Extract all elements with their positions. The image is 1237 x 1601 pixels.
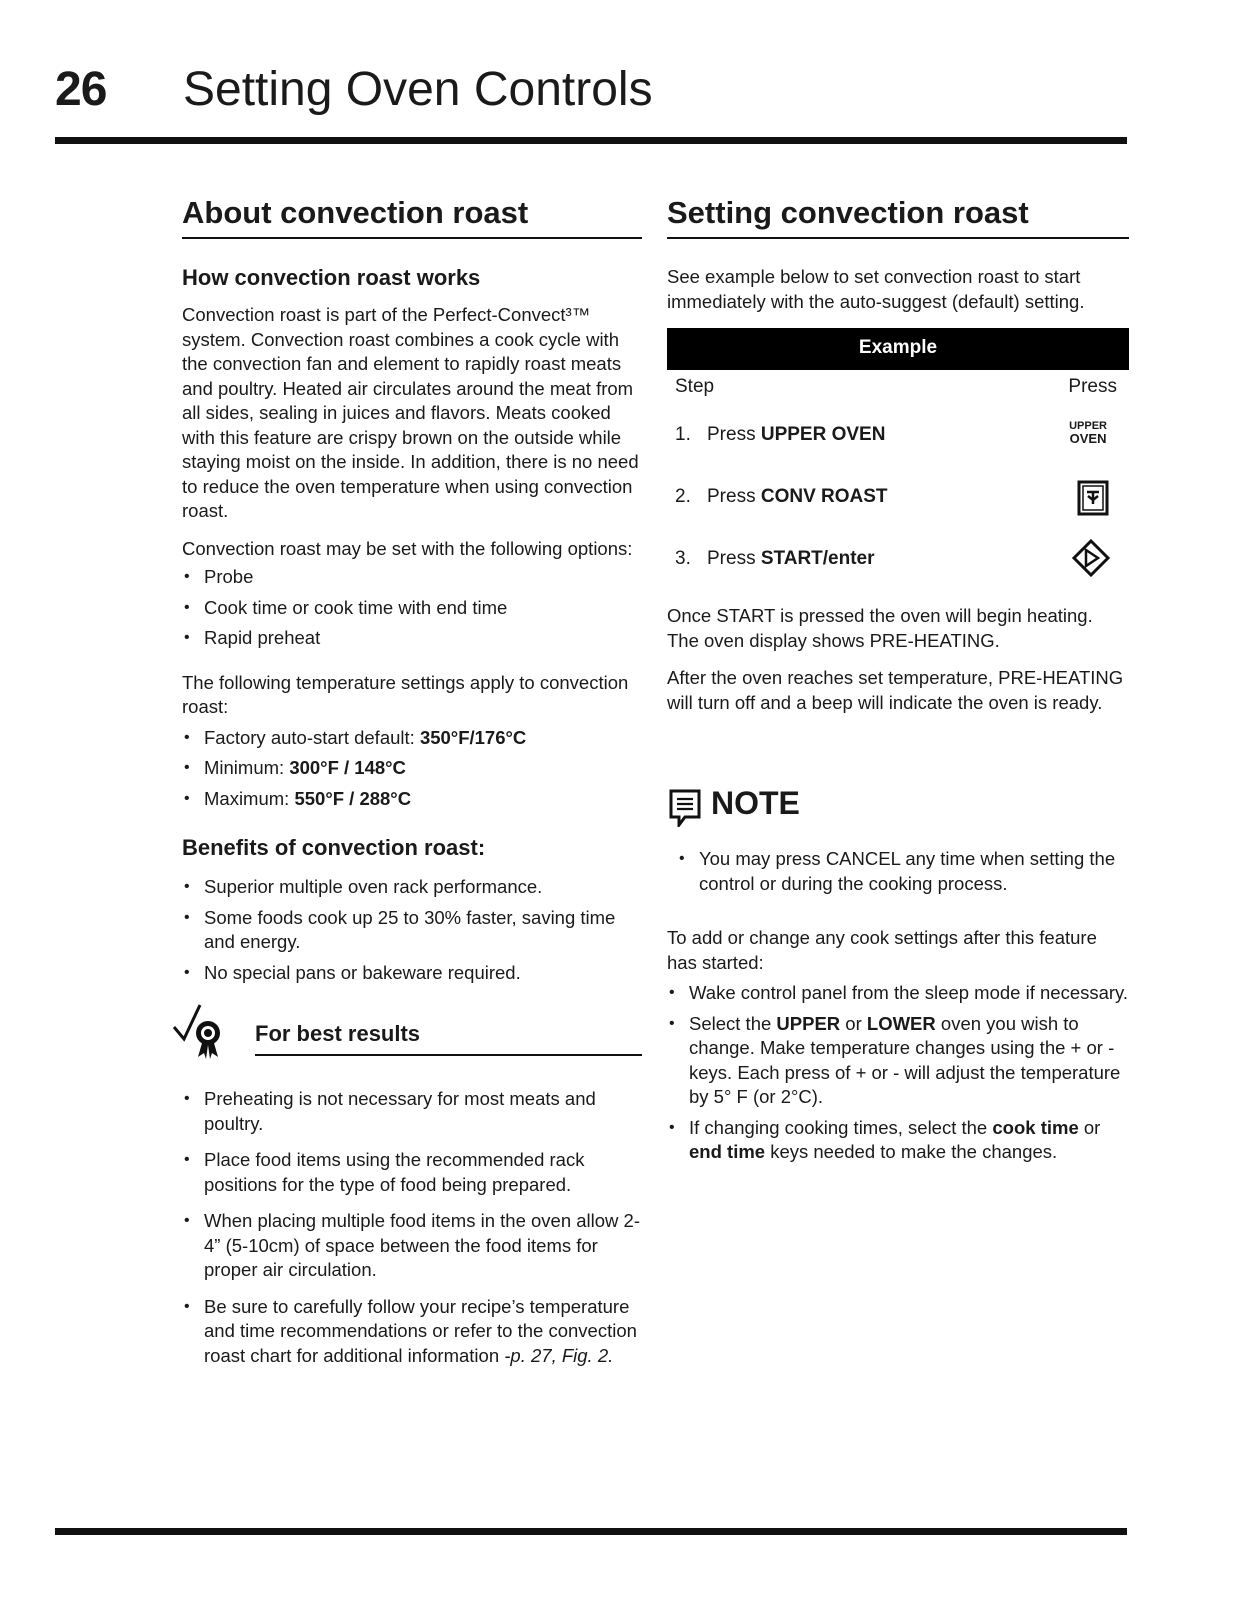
- right-column: [667, 195, 1129, 1177]
- after-start-text: Once START is pressed the oven will begin heating. The oven display shows PRE-HEATING.: [667, 605, 1093, 651]
- step-row: [667, 472, 1129, 534]
- step-prefix: Press: [707, 424, 761, 445]
- benefits-heading: Benefits of convection roast:: [182, 835, 486, 860]
- upper-oven-key-icon: [1069, 420, 1107, 446]
- cook-time-key-text: cook time: [992, 1116, 1079, 1138]
- step-key: CONV ROAST: [760, 486, 888, 507]
- list-item: • You may press CANCEL any time when setting the control or during the cooking process.: [677, 847, 1129, 896]
- press-column-header: Press: [1068, 376, 1117, 397]
- after-temp-text: After the oven reaches set temperature, PRE-HEATING will turn off and a beep will indicate the oven is ready.: [667, 667, 1124, 713]
- award-ribbon-icon: [170, 997, 234, 1061]
- example-banner: Example: [667, 328, 1129, 370]
- lower-key-text: LOWER: [866, 1012, 936, 1034]
- list-item: • Preheating is not necessary for most meats and poultry.: [182, 1087, 642, 1136]
- key-label-top: UPPER: [1069, 420, 1107, 432]
- options-list: [182, 565, 642, 651]
- page-reference: -p. 27, Fig. 2.: [504, 1344, 614, 1366]
- start-enter-key-icon: [1071, 538, 1111, 578]
- note-list: [667, 847, 1129, 896]
- list-item: • Place food items using the recommended rack positions for the type of food being prepared.: [182, 1148, 642, 1197]
- text-span: oven you wish to change. Make temperature changes using the + or - keys. Each press of + or - will adjust the temperature by 5° F (or 2°C).: [689, 1012, 1121, 1107]
- temp-label: Maximum:: [204, 787, 295, 809]
- temp-list: [182, 726, 642, 812]
- step-prefix: Press: [707, 486, 761, 507]
- step-text: [707, 548, 875, 570]
- list-item: [182, 756, 642, 781]
- change-intro: To add or change any cook settings after this feature has started:: [667, 927, 1097, 973]
- conv-roast-key-icon: [1077, 480, 1109, 516]
- best-last-text: Be sure to carefully follow your recipe’s temperature and time recommendations or refer to the convection roast chart for additional information: [204, 1295, 637, 1366]
- best-results-list: [182, 1087, 642, 1368]
- step-text: [707, 486, 888, 508]
- text-span: If changing cooking times, select the: [689, 1116, 993, 1138]
- best-results-heading: For best results: [255, 1021, 421, 1046]
- note-header: [667, 779, 1129, 839]
- about-heading: About convection roast: [182, 195, 642, 239]
- temp-intro: The following temperature settings apply to convection roast:: [182, 671, 629, 717]
- list-item: • Probe: [182, 565, 642, 590]
- left-column: [182, 195, 642, 1380]
- options-intro: Convection roast may be set with the following options:: [182, 537, 633, 559]
- step-key: START/enter: [760, 548, 875, 569]
- step-number: 3.: [675, 548, 691, 569]
- list-item: • Wake control panel from the sleep mode if necessary.: [667, 981, 1129, 1006]
- note-icon: [667, 787, 703, 827]
- temp-label: Factory auto-start default:: [204, 726, 420, 748]
- step-column-header: Step: [675, 376, 715, 397]
- list-item: • No special pans or bakeware required.: [182, 961, 642, 986]
- text-span: or: [840, 1012, 867, 1034]
- steps-header: [667, 370, 1129, 410]
- step-key: UPPER OVEN: [760, 424, 886, 445]
- page-number: 26: [55, 63, 107, 116]
- benefits-list: [182, 875, 642, 985]
- best-results-divider: [255, 1054, 642, 1056]
- list-item: [667, 1116, 1129, 1165]
- list-item: [667, 1012, 1129, 1110]
- top-divider: [55, 137, 1127, 144]
- list-item: [182, 1295, 642, 1369]
- bottom-divider: [55, 1528, 1127, 1535]
- step-number: 2.: [675, 486, 691, 507]
- list-item: [182, 726, 642, 751]
- list-item: • Superior multiple oven rack performance.: [182, 875, 642, 900]
- temp-value: 550°F / 288°C: [294, 787, 412, 809]
- list-item: • Rapid preheat: [182, 626, 642, 651]
- step-row: [667, 410, 1129, 472]
- best-results-header: [182, 999, 642, 1069]
- step-row: [667, 534, 1129, 596]
- setting-heading: Setting convection roast: [667, 195, 1129, 239]
- text-span: Select the: [689, 1012, 777, 1034]
- change-list: [667, 981, 1129, 1165]
- temp-value: 350°F/176°C: [419, 726, 527, 748]
- list-item: • Cook time or cook time with end time: [182, 596, 642, 621]
- temp-label: Minimum:: [204, 757, 290, 778]
- end-time-key-text: end time: [689, 1141, 766, 1162]
- page-title: Setting Oven Controls: [183, 63, 653, 116]
- setting-intro: See example below to set convection roast to start immediately with the auto-suggest (default) setting.: [667, 266, 1085, 312]
- step-prefix: Press: [707, 548, 761, 569]
- list-item: • Some foods cook up 25 to 30% faster, saving time and energy.: [182, 906, 642, 955]
- text-span: or: [1078, 1116, 1101, 1138]
- text-span: keys needed to make the changes.: [765, 1141, 1058, 1162]
- list-item: [182, 787, 642, 812]
- upper-key-text: UPPER: [776, 1012, 841, 1034]
- list-item: • When placing multiple food items in the oven allow 2-4” (5-10cm) of space between the food items for proper air circulation.: [182, 1209, 642, 1283]
- step-number: 1.: [675, 424, 691, 445]
- how-text: Convection roast is part of the Perfect-Convect³™ system. Convection roast combines a cook cycle with the convection fan and element to rapidly roast meats and poultry. Heated air circulates around the meat from all sides, sealing in juices and flavors. Meats cooked with this feature are crispy brown on the outside while staying moist on the inside. In addition, there is no need to reduce the oven temperature when using convection roast.: [182, 304, 639, 521]
- how-heading: How convection roast works: [182, 265, 481, 290]
- temp-value: 300°F / 148°C: [289, 757, 406, 778]
- step-text: [707, 424, 885, 446]
- note-heading: NOTE: [711, 785, 800, 821]
- key-label-bottom: OVEN: [1069, 431, 1107, 446]
